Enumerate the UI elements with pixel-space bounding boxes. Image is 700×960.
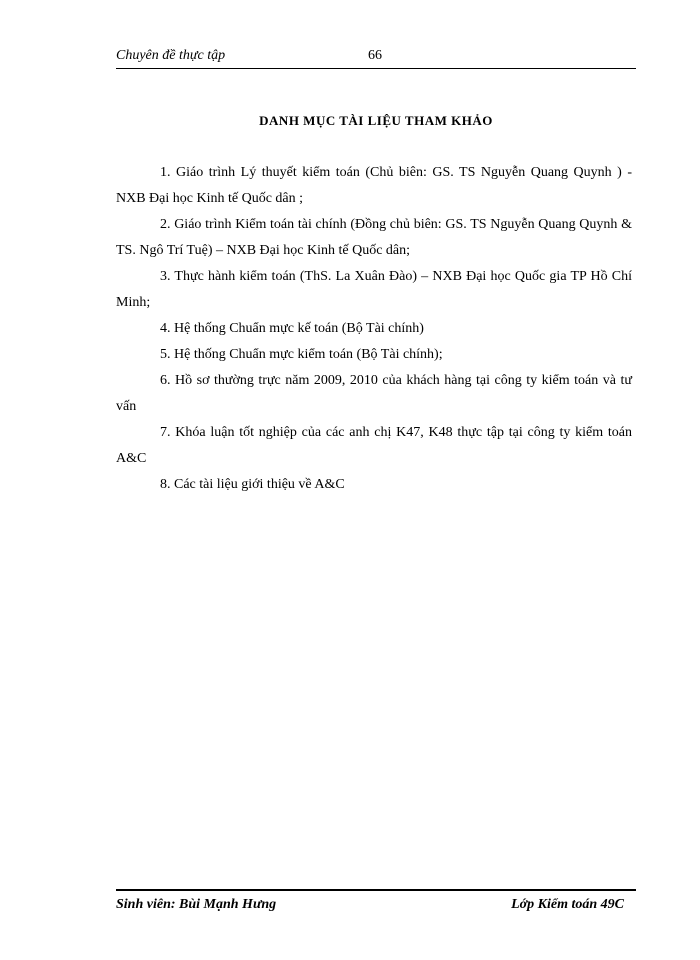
reference-item: 3. Thực hành kiểm toán (ThS. La Xuân Đào) – NXB Đại học Quốc gia TP Hồ Chí Minh; [116, 269, 632, 310]
header-title: Chuyên đề thực tập [116, 48, 226, 63]
document-title: DANH MỤC TÀI LIỆU THAM KHẢO [259, 113, 493, 128]
page-footer [116, 889, 636, 921]
reference-item: 4. Hệ thống Chuẩn mực kế toán (Bộ Tài chính) [160, 321, 424, 336]
student-name: Sinh viên: Bùi Mạnh Hưng [116, 897, 277, 912]
page-header [116, 46, 636, 69]
page-number: 66 [368, 48, 382, 63]
reference-item: 2. Giáo trình Kiểm toán tài chính (Đồng chủ biên: GS. TS Nguyễn Quang Quynh & TS. Ngô Trí Tuệ) – NXB Đại học Kinh tế Quốc dân; [116, 217, 632, 258]
reference-list [116, 160, 632, 498]
reference-item: 1. Giáo trình Lý thuyết kiểm toán (Chủ biên: GS. TS Nguyễn Quang Quynh ) - NXB Đại học Kinh tế Quốc dân ; [116, 165, 632, 206]
class-name: Lớp Kiểm toán 49C [511, 897, 624, 912]
reference-item: 7. Khóa luận tốt nghiệp của các anh chị K47, K48 thực tập tại công ty kiểm toán A&C [116, 425, 632, 466]
reference-item: 8. Các tài liệu giới thiệu về A&C [160, 477, 345, 492]
reference-item: 6. Hồ sơ thường trực năm 2009, 2010 của khách hàng tại công ty kiểm toán và tư vấn [116, 373, 632, 414]
reference-item: 5. Hệ thống Chuẩn mực kiểm toán (Bộ Tài chính); [160, 347, 443, 362]
